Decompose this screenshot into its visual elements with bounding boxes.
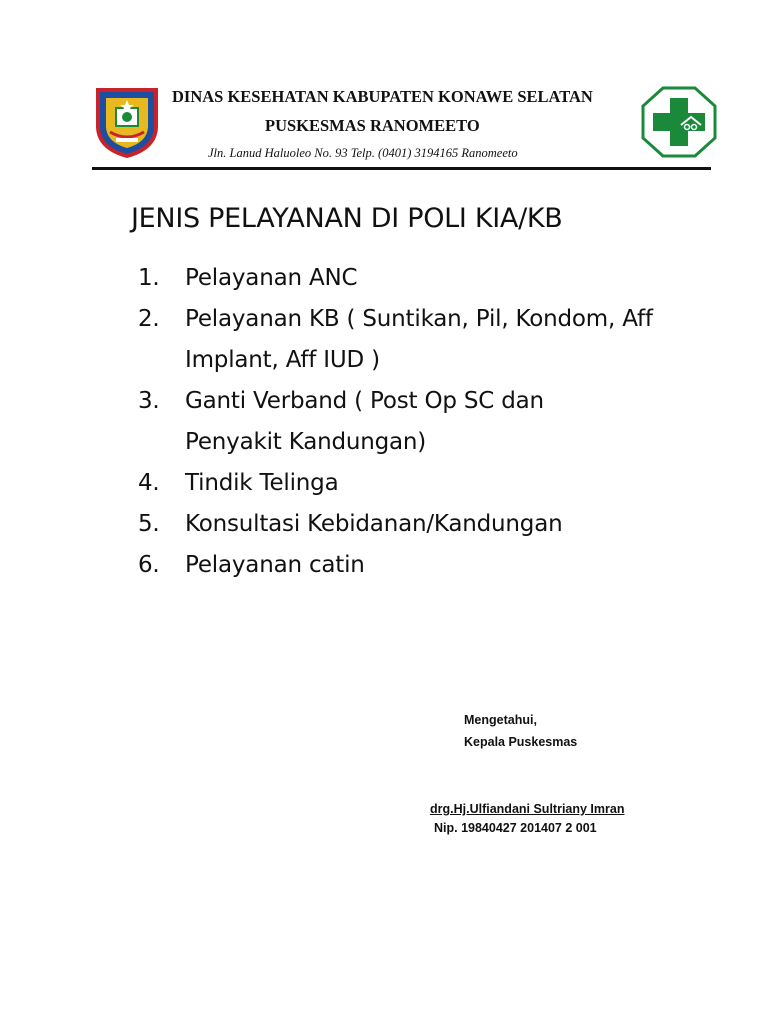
list-item-number: 5. bbox=[138, 511, 160, 537]
list-item-text: Tindik Telinga bbox=[185, 470, 339, 496]
list-item-text: Pelayanan catin bbox=[185, 552, 365, 578]
signer-name: drg.Hj.Ulfiandani Sultriany Imran bbox=[430, 802, 625, 816]
header-divider bbox=[92, 167, 711, 170]
list-item-number: 2. bbox=[138, 306, 160, 332]
list-item-number: 6. bbox=[138, 552, 160, 578]
list-item-number: 1. bbox=[138, 265, 160, 291]
list-item bbox=[138, 299, 705, 381]
list-item-text: Pelayanan ANC bbox=[185, 265, 358, 291]
list-item-number: 4. bbox=[138, 470, 160, 496]
agency-name: DINAS KESEHATAN KABUPATEN KONAWE SELATAN bbox=[172, 87, 593, 106]
signer-position: Kepala Puskesmas bbox=[464, 735, 578, 749]
page-title: JENIS PELAYANAN DI POLI KIA/KB bbox=[131, 203, 563, 234]
list-item bbox=[138, 381, 705, 463]
list-item-text: Pelayanan KB ( Suntikan, Pil, Kondom, Aff Implant, Aff IUD ) bbox=[185, 306, 653, 373]
puskesmas-cross-icon bbox=[641, 86, 717, 158]
list-item-text: Ganti Verband ( Post Op SC dan Penyakit Kandungan) bbox=[185, 388, 544, 455]
facility-name: PUSKESMAS RANOMEETO bbox=[265, 116, 480, 135]
regency-crest-icon bbox=[92, 86, 162, 158]
service-list bbox=[138, 258, 705, 586]
list-item-number: 3. bbox=[138, 388, 160, 414]
signer-nip: Nip. 19840427 201407 2 001 bbox=[434, 821, 597, 835]
list-item-text: Konsultasi Kebidanan/Kandungan bbox=[185, 511, 563, 537]
list-item bbox=[138, 504, 705, 545]
list-item bbox=[138, 258, 705, 299]
list-item bbox=[138, 545, 705, 586]
acknowledgement-block bbox=[464, 709, 577, 753]
list-item bbox=[138, 463, 705, 504]
facility-address: Jln. Lanud Haluoleo No. 93 Telp. (0401) 3194165 Ranomeeto bbox=[208, 146, 518, 160]
acknowledged-label: Mengetahui, bbox=[464, 713, 537, 727]
